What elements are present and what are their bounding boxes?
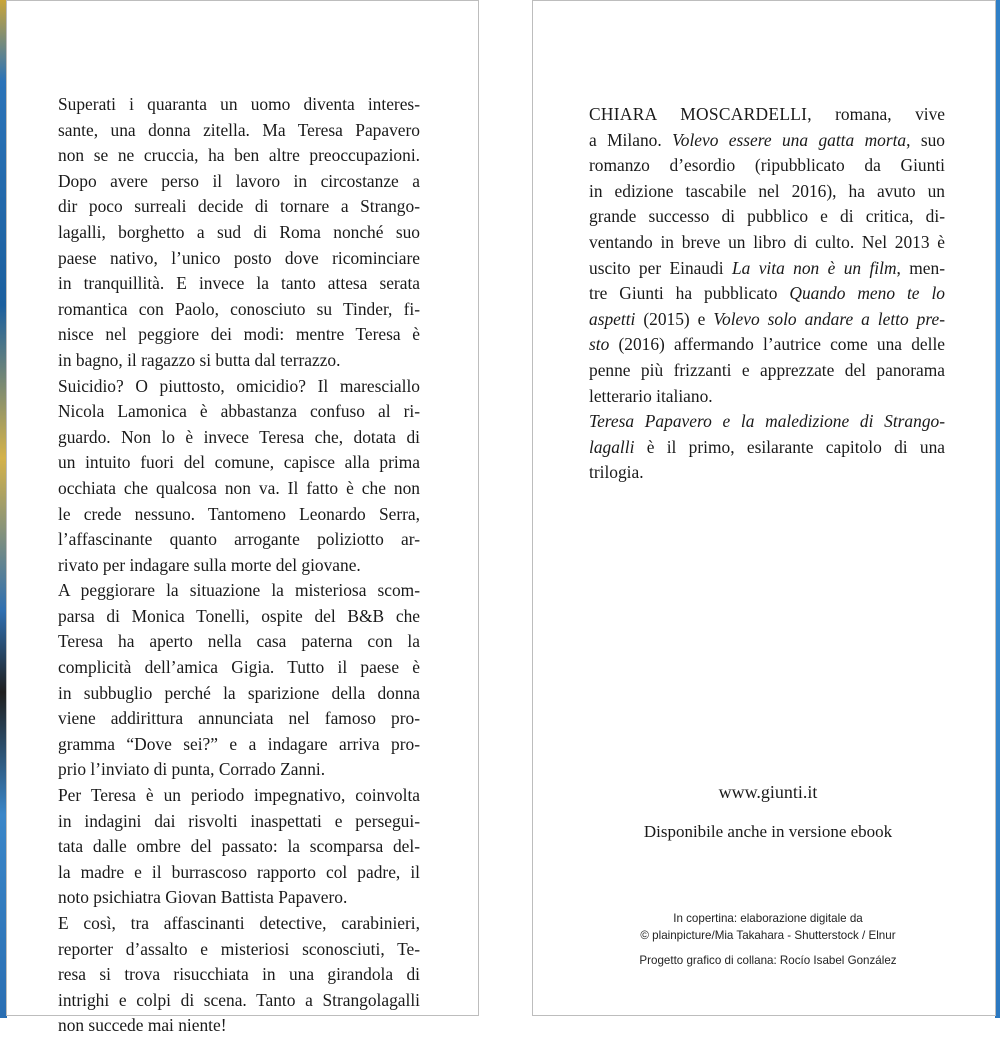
synopsis-line: l’affascinante quanto arrogante poliziotto ar- (58, 529, 420, 550)
book-title: Volevo solo andare a letto pre- (713, 308, 945, 329)
cover-credit-line: In copertina: elaborazione digitale da (673, 912, 863, 925)
synopsis-line: Nicola Lamonica è abbastanza confuso al ri- (58, 401, 420, 422)
synopsis-line: gramma “Dove sei?” e a indagare arriva pro- (58, 733, 420, 754)
synopsis-line: lagalli, borghetto a sud di Roma nonché suo (58, 221, 420, 242)
synopsis-line: romantica con Paolo, conosciuto su Tinder, fi- (58, 298, 420, 319)
bio-line: letterario italiano. (589, 385, 713, 406)
bio-line: trilogia. (589, 462, 644, 483)
synopsis-line: occhiata che qualcosa non va. Il fatto è che non (58, 477, 420, 498)
book-title: sto (589, 334, 610, 355)
synopsis-line: complicità dell’amica Gigia. Tutto il paese è (58, 657, 420, 678)
design-credit: Progetto grafico di collana: Rocío Isabel González (639, 954, 897, 967)
synopsis-line: reporter d’assalto e misteriosi sconosciuti, Te- (58, 938, 420, 959)
ebook-note: Disponibile anche in versione ebook (643, 822, 893, 841)
book-title: La vita non è un film (731, 257, 897, 278)
synopsis-line: tata dalle ombre del passato: la scomparsa del- (58, 836, 420, 857)
synopsis-line: in indagini dai risvolti inaspettati e persegui- (58, 810, 420, 831)
synopsis-line: un intuito fuori del comune, capisce alla prima (58, 452, 420, 473)
synopsis-line: sante, una donna zitella. Ma Teresa Papavero (58, 119, 420, 140)
synopsis-line: noto psichiatra Giovan Battista Papavero. (58, 887, 348, 908)
synopsis-line: Dopo avere perso il lavoro in circostanze a (58, 170, 420, 191)
synopsis-line: intrighi e colpi di scena. Tanto a Strangolagalli (58, 989, 420, 1010)
synopsis-line: dir poco surreali decide di tornare a Strango- (58, 196, 420, 217)
book-title: Volevo essere una gatta morta (672, 129, 907, 150)
synopsis-line: paese nativo, l’unico posto dove ricominciare (58, 247, 420, 268)
synopsis-line: viene addirittura annunciata nel famoso pro- (58, 708, 420, 729)
synopsis-line: Suicidio? O piuttosto, omicidio? Il maresciallo (58, 375, 420, 396)
synopsis-line: guardo. Non lo è invece Teresa che, dotata di (58, 426, 420, 447)
synopsis-line: la madre e il burrascoso rapporto col padre, il (58, 861, 420, 882)
synopsis-line: Per Teresa è un periodo impegnativo, coinvolta (58, 785, 420, 806)
bio-line: uscito per Einaudi La vita non è un film, men- (589, 257, 945, 278)
bio-line: lagalli è il primo, esilarante capitolo di una (589, 436, 945, 457)
synopsis-line: prio l’inviato di punta, Corrado Zanni. (58, 759, 326, 780)
book-title: Quando meno te lo (789, 283, 945, 304)
bio-line: ventando in breve un libro di culto. Nel 2013 è (589, 231, 945, 252)
synopsis-line: rivato per indagare sulla morte del giovane. (58, 554, 361, 575)
synopsis-line: parsa di Monica Tonelli, ospite del B&B che (58, 605, 420, 626)
synopsis-line: non se ne cruccia, ha ben altre preoccupazioni. (58, 145, 420, 166)
synopsis-line: A peggiorare la situazione la misteriosa scom- (58, 580, 420, 601)
bio-line: penne più frizzanti e apprezzate del panorama (589, 359, 945, 380)
publisher-website: www.giunti.it (718, 782, 818, 802)
synopsis-line: in tranquillità. E invece la tanto attesa serata (58, 273, 420, 294)
bio-line: in edizione tascabile nel 2016), ha avuto un (589, 180, 945, 201)
author-bio (589, 102, 945, 486)
bio-line: a Milano. Volevo essere una gatta morta, suo (589, 129, 946, 150)
synopsis-line: E così, tra affascinanti detective, carabinieri, (58, 913, 420, 933)
bio-line: sto (2016) affermando l’autrice come una delle (589, 334, 945, 355)
synopsis-line: resa si trova risucchiata in una girandola di (58, 964, 420, 985)
book-title: aspetti (589, 308, 636, 329)
cover-credits (590, 910, 946, 944)
synopsis-text (58, 92, 420, 1039)
synopsis-line: in bagno, il ragazzo si butta dal terrazzo. (58, 349, 341, 370)
page-gutter (478, 0, 533, 1018)
synopsis-line: non succede mai niente! (58, 1015, 227, 1036)
bio-line: CHIARA MOSCARDELLI, romana, vive (589, 104, 946, 124)
bio-line: tre Giunti ha pubblicato Quando meno te lo (589, 283, 945, 304)
book-title: lagalli (589, 436, 635, 457)
bio-line: Teresa Papavero e la maledizione di Strango- (589, 411, 945, 432)
synopsis-line: nisce nel peggiore dei modi: mentre Teresa è (58, 324, 420, 345)
synopsis-line: le crede nessuno. Tantomeno Leonardo Serra, (58, 503, 420, 524)
synopsis-line: Teresa ha aperto nella casa paterna con la (58, 631, 420, 652)
bio-line: grande successo di pubblico e di critica, di- (589, 206, 945, 227)
cover-credit-line: © plainpicture/Mia Takahara - Shutterstock / Elnur (640, 929, 896, 942)
synopsis-line: in subbuglio perché la sparizione della donna (58, 682, 420, 703)
synopsis-line: Superati i quaranta un uomo diventa interes- (58, 94, 420, 114)
bio-line: aspetti (2015) e Volevo solo andare a letto pre- (589, 308, 945, 329)
bio-line: romanzo d’esordio (ripubblicato da Giunti (589, 155, 945, 176)
author-name: CHIARA MOSCARDELLI (589, 104, 808, 124)
